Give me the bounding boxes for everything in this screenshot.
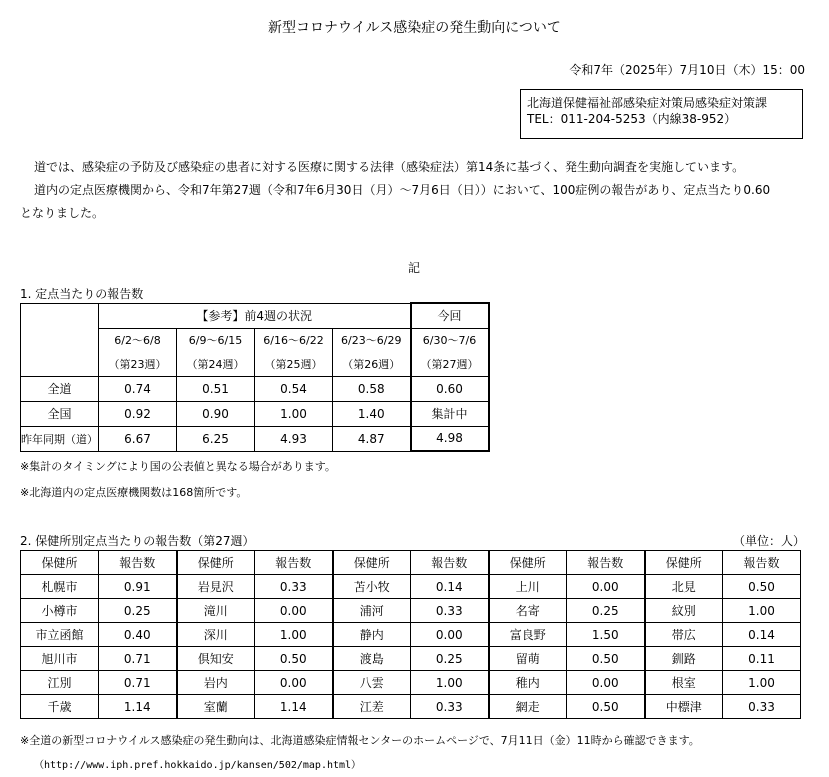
office-name: 八雲 xyxy=(333,671,411,695)
office-count: 0.14 xyxy=(723,623,801,647)
rate-value: 0.90 xyxy=(177,401,255,426)
office-count: 1.00 xyxy=(411,671,489,695)
rate-value: 4.98 xyxy=(411,426,489,451)
office-name: 倶知安 xyxy=(177,647,255,671)
col-count-header: 報告数 xyxy=(723,551,801,575)
corner-cell xyxy=(21,303,99,376)
contact-box xyxy=(520,89,803,139)
office-count: 0.25 xyxy=(99,599,177,623)
week-range: 6/2～6/8 xyxy=(99,328,177,352)
note-timing: ※集計のタイミングにより国の公表値と異なる場合があります。 xyxy=(20,460,336,473)
office-count: 0.33 xyxy=(411,695,489,719)
rate-value: 0.54 xyxy=(255,376,333,401)
rate-value: 0.74 xyxy=(99,376,177,401)
col-office-header: 保健所 xyxy=(333,551,411,575)
office-name: 網走 xyxy=(489,695,567,719)
week-number: （第23週） xyxy=(99,352,177,376)
office-count: 0.71 xyxy=(99,671,177,695)
office-name: 富良野 xyxy=(489,623,567,647)
office-name: 市立函館 xyxy=(21,623,99,647)
col-count-header: 報告数 xyxy=(255,551,333,575)
rate-value: 6.67 xyxy=(99,426,177,451)
office-name: 静内 xyxy=(333,623,411,647)
office-count: 1.14 xyxy=(255,695,333,719)
office-name: 北見 xyxy=(645,575,723,599)
office-name: 釧路 xyxy=(645,647,723,671)
office-count: 1.14 xyxy=(99,695,177,719)
week-number: （第25週） xyxy=(255,352,333,376)
office-name: 江別 xyxy=(21,671,99,695)
ref-header: 【参考】前4週の状況 xyxy=(99,303,411,328)
office-name: 渡島 xyxy=(333,647,411,671)
week-range: 6/30～7/6 xyxy=(411,328,489,352)
rate-value: 1.00 xyxy=(255,401,333,426)
office-name: 名寄 xyxy=(489,599,567,623)
office-count: 0.33 xyxy=(411,599,489,623)
office-name: 中標津 xyxy=(645,695,723,719)
office-name: 苫小牧 xyxy=(333,575,411,599)
week-number: （第27週） xyxy=(411,352,489,376)
row-label: 全道 xyxy=(21,376,99,401)
col-count-header: 報告数 xyxy=(99,551,177,575)
week-range: 6/23～6/29 xyxy=(333,328,411,352)
office-name: 深川 xyxy=(177,623,255,647)
office-count: 0.00 xyxy=(255,671,333,695)
office-count: 1.00 xyxy=(723,671,801,695)
col-office-header: 保健所 xyxy=(489,551,567,575)
office-name: 上川 xyxy=(489,575,567,599)
section1-heading: 1. 定点当たりの報告数 xyxy=(20,287,144,301)
col-office-header: 保健所 xyxy=(645,551,723,575)
office-count: 0.50 xyxy=(255,647,333,671)
rate-value: 集計中 xyxy=(411,401,489,426)
office-name: 千歳 xyxy=(21,695,99,719)
office-count: 0.33 xyxy=(255,575,333,599)
section2-heading: 2. 保健所別定点当たりの報告数（第27週） xyxy=(20,534,255,548)
office-name: 浦河 xyxy=(333,599,411,623)
office-name: 室蘭 xyxy=(177,695,255,719)
unit-label: （単位：人） xyxy=(732,534,805,548)
rate-table xyxy=(20,302,490,452)
office-count: 0.91 xyxy=(99,575,177,599)
office-name: 帯広 xyxy=(645,623,723,647)
ki-heading: 記 xyxy=(408,261,421,275)
office-name: 根室 xyxy=(645,671,723,695)
rate-value: 4.87 xyxy=(333,426,411,451)
office-count: 0.00 xyxy=(567,575,645,599)
office-count: 1.00 xyxy=(255,623,333,647)
intro-paragraph-1: 道では、感染症の予防及び感染症の患者に対する医療に関する法律（感染症法）第14条に基づく、発生動向調査を実施しています。 xyxy=(34,160,745,174)
week-range: 6/9～6/15 xyxy=(177,328,255,352)
intro-paragraph-2: 道内の定点医療機関から、令和7年第27週（令和7年6月30日（月）～7月6日（日））において、100症例の報告があり、定点当たり0.60 xyxy=(34,183,771,197)
office-table xyxy=(20,550,801,719)
col-office-header: 保健所 xyxy=(21,551,99,575)
office-count: 0.00 xyxy=(255,599,333,623)
office-name: 滝川 xyxy=(177,599,255,623)
week-number: （第26週） xyxy=(333,352,411,376)
rate-value: 0.92 xyxy=(99,401,177,426)
week-range: 6/16～6/22 xyxy=(255,328,333,352)
office-count: 1.00 xyxy=(723,599,801,623)
col-count-header: 報告数 xyxy=(567,551,645,575)
office-count: 0.40 xyxy=(99,623,177,647)
office-name: 留萌 xyxy=(489,647,567,671)
intro-paragraph-2-cont: となりました。 xyxy=(20,206,105,220)
row-label: 昨年同期（道） xyxy=(21,426,99,451)
row-label: 全国 xyxy=(21,401,99,426)
footer-note: ※全道の新型コロナウイルス感染症の発生動向は、北海道感染症情報センターのホームページで、7月11日（金）11時から確認できます。 xyxy=(20,734,700,747)
office-count: 0.25 xyxy=(567,599,645,623)
contact-department: 北海道保健福祉部感染症対策局感染症対策課 xyxy=(527,96,768,110)
rate-value: 0.60 xyxy=(411,376,489,401)
office-name: 旭川市 xyxy=(21,647,99,671)
rate-value: 0.51 xyxy=(177,376,255,401)
col-count-header: 報告数 xyxy=(411,551,489,575)
office-name: 稚内 xyxy=(489,671,567,695)
office-count: 0.50 xyxy=(567,647,645,671)
rate-value: 1.40 xyxy=(333,401,411,426)
rate-value: 6.25 xyxy=(177,426,255,451)
office-count: 0.33 xyxy=(723,695,801,719)
office-name: 江差 xyxy=(333,695,411,719)
office-name: 札幌市 xyxy=(21,575,99,599)
office-name: 紋別 xyxy=(645,599,723,623)
office-count: 0.71 xyxy=(99,647,177,671)
col-office-header: 保健所 xyxy=(177,551,255,575)
contact-phone: TEL：011-204-5253（内線38-952） xyxy=(527,112,737,126)
office-count: 1.50 xyxy=(567,623,645,647)
page-title: 新型コロナウイルス感染症の発生動向について xyxy=(268,20,561,36)
office-count: 0.00 xyxy=(567,671,645,695)
office-name: 岩見沢 xyxy=(177,575,255,599)
week-number: （第24週） xyxy=(177,352,255,376)
office-name: 小樽市 xyxy=(21,599,99,623)
rate-value: 4.93 xyxy=(255,426,333,451)
office-count: 0.00 xyxy=(411,623,489,647)
office-count: 0.25 xyxy=(411,647,489,671)
office-count: 0.14 xyxy=(411,575,489,599)
publish-date: 令和7年（2025年）7月10日（木）15：00 xyxy=(569,63,805,77)
current-header: 今回 xyxy=(411,303,489,328)
office-name: 岩内 xyxy=(177,671,255,695)
info-center-url[interactable]: （http://www.iph.pref.hokkaido.jp/kansen/502/map.html） xyxy=(34,760,362,771)
rate-value: 0.58 xyxy=(333,376,411,401)
office-count: 0.50 xyxy=(723,575,801,599)
note-sentinel-count: ※北海道内の定点医療機関数は168箇所です。 xyxy=(20,486,248,499)
office-count: 0.50 xyxy=(567,695,645,719)
office-count: 0.11 xyxy=(723,647,801,671)
